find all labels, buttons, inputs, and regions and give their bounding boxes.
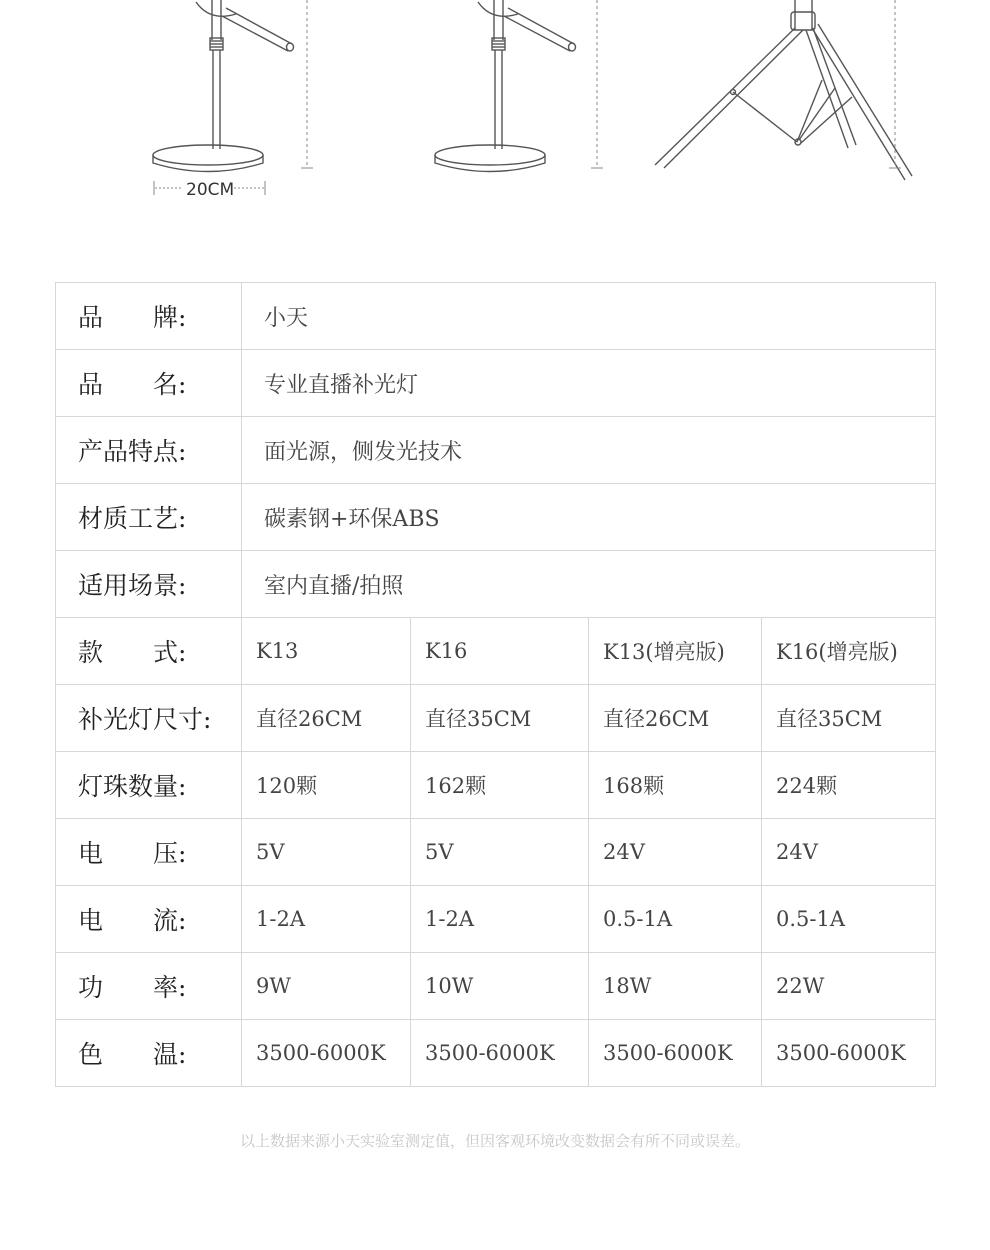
- spec-cell: 0.5-1A: [762, 886, 936, 953]
- spec-cell: 3500-6000K: [411, 1020, 589, 1087]
- data-source-footnote: 以上数据来源小天实验室测定值，但因客观环境改变数据会有所不同或误差。: [239, 1132, 750, 1150]
- spec-label: 材质工艺:: [56, 484, 242, 551]
- spec-cell: 162颗: [411, 752, 589, 819]
- spec-value: 小天: [242, 283, 936, 350]
- desk-stand-1-drawing: [153, 0, 294, 172]
- spec-label: 品 名:: [56, 350, 242, 417]
- spec-label: 电 压:: [56, 819, 242, 886]
- spec-cell: 直径26CM: [589, 685, 762, 752]
- spec-cell: 24V: [589, 819, 762, 886]
- spec-cell: 24V: [762, 819, 936, 886]
- spec-cell: 3500-6000K: [242, 1020, 411, 1087]
- spec-cell: 5V: [411, 819, 589, 886]
- spec-cell: K16(增亮版): [762, 618, 936, 685]
- model-spec-row: [56, 618, 936, 685]
- stand-line-drawings: [0, 0, 990, 230]
- spec-label: 电 流:: [56, 886, 242, 953]
- spec-table: [55, 282, 936, 1087]
- spec-value: 面光源，侧发光技术: [242, 417, 936, 484]
- model-spec-row: [56, 685, 936, 752]
- spec-row: [56, 417, 936, 484]
- spec-value: 碳素钢+环保ABS: [242, 484, 936, 551]
- model-spec-row: [56, 752, 936, 819]
- spec-row: [56, 283, 936, 350]
- spec-label: 功 率:: [56, 953, 242, 1020]
- spec-row: [56, 350, 936, 417]
- model-spec-row: [56, 953, 936, 1020]
- spec-cell: 1-2A: [411, 886, 589, 953]
- spec-cell: 10W: [411, 953, 589, 1020]
- spec-row: [56, 551, 936, 618]
- spec-row: [56, 484, 936, 551]
- spec-cell: K16: [411, 618, 589, 685]
- tripod-drawing: [655, 0, 912, 180]
- spec-label: 灯珠数量:: [56, 752, 242, 819]
- spec-label: 补光灯尺寸:: [56, 685, 242, 752]
- model-spec-row: [56, 1020, 936, 1087]
- spec-label: 色 温:: [56, 1020, 242, 1087]
- spec-cell: 1-2A: [242, 886, 411, 953]
- spec-value: 室内直播/拍照: [242, 551, 936, 618]
- product-illustrations: [0, 0, 990, 230]
- spec-cell: 3500-6000K: [589, 1020, 762, 1087]
- spec-cell: 18W: [589, 953, 762, 1020]
- spec-cell: 直径26CM: [242, 685, 411, 752]
- spec-cell: 22W: [762, 953, 936, 1020]
- model-spec-row: [56, 819, 936, 886]
- model-spec-row: [56, 886, 936, 953]
- base-width-label: 20CM: [186, 180, 235, 200]
- spec-cell: 直径35CM: [762, 685, 936, 752]
- spec-label: 产品特点:: [56, 417, 242, 484]
- spec-cell: 5V: [242, 819, 411, 886]
- spec-cell: 直径35CM: [411, 685, 589, 752]
- desk-stand-2-drawing: [435, 0, 576, 172]
- spec-cell: 224颗: [762, 752, 936, 819]
- spec-cell: 0.5-1A: [589, 886, 762, 953]
- spec-cell: K13: [242, 618, 411, 685]
- spec-label: 适用场景:: [56, 551, 242, 618]
- spec-cell: 168颗: [589, 752, 762, 819]
- spec-cell: 120颗: [242, 752, 411, 819]
- spec-cell: 3500-6000K: [762, 1020, 936, 1087]
- spec-label: 款 式:: [56, 618, 242, 685]
- spec-cell: K13(增亮版): [589, 618, 762, 685]
- spec-label: 品 牌:: [56, 283, 242, 350]
- spec-value: 专业直播补光灯: [242, 350, 936, 417]
- spec-cell: 9W: [242, 953, 411, 1020]
